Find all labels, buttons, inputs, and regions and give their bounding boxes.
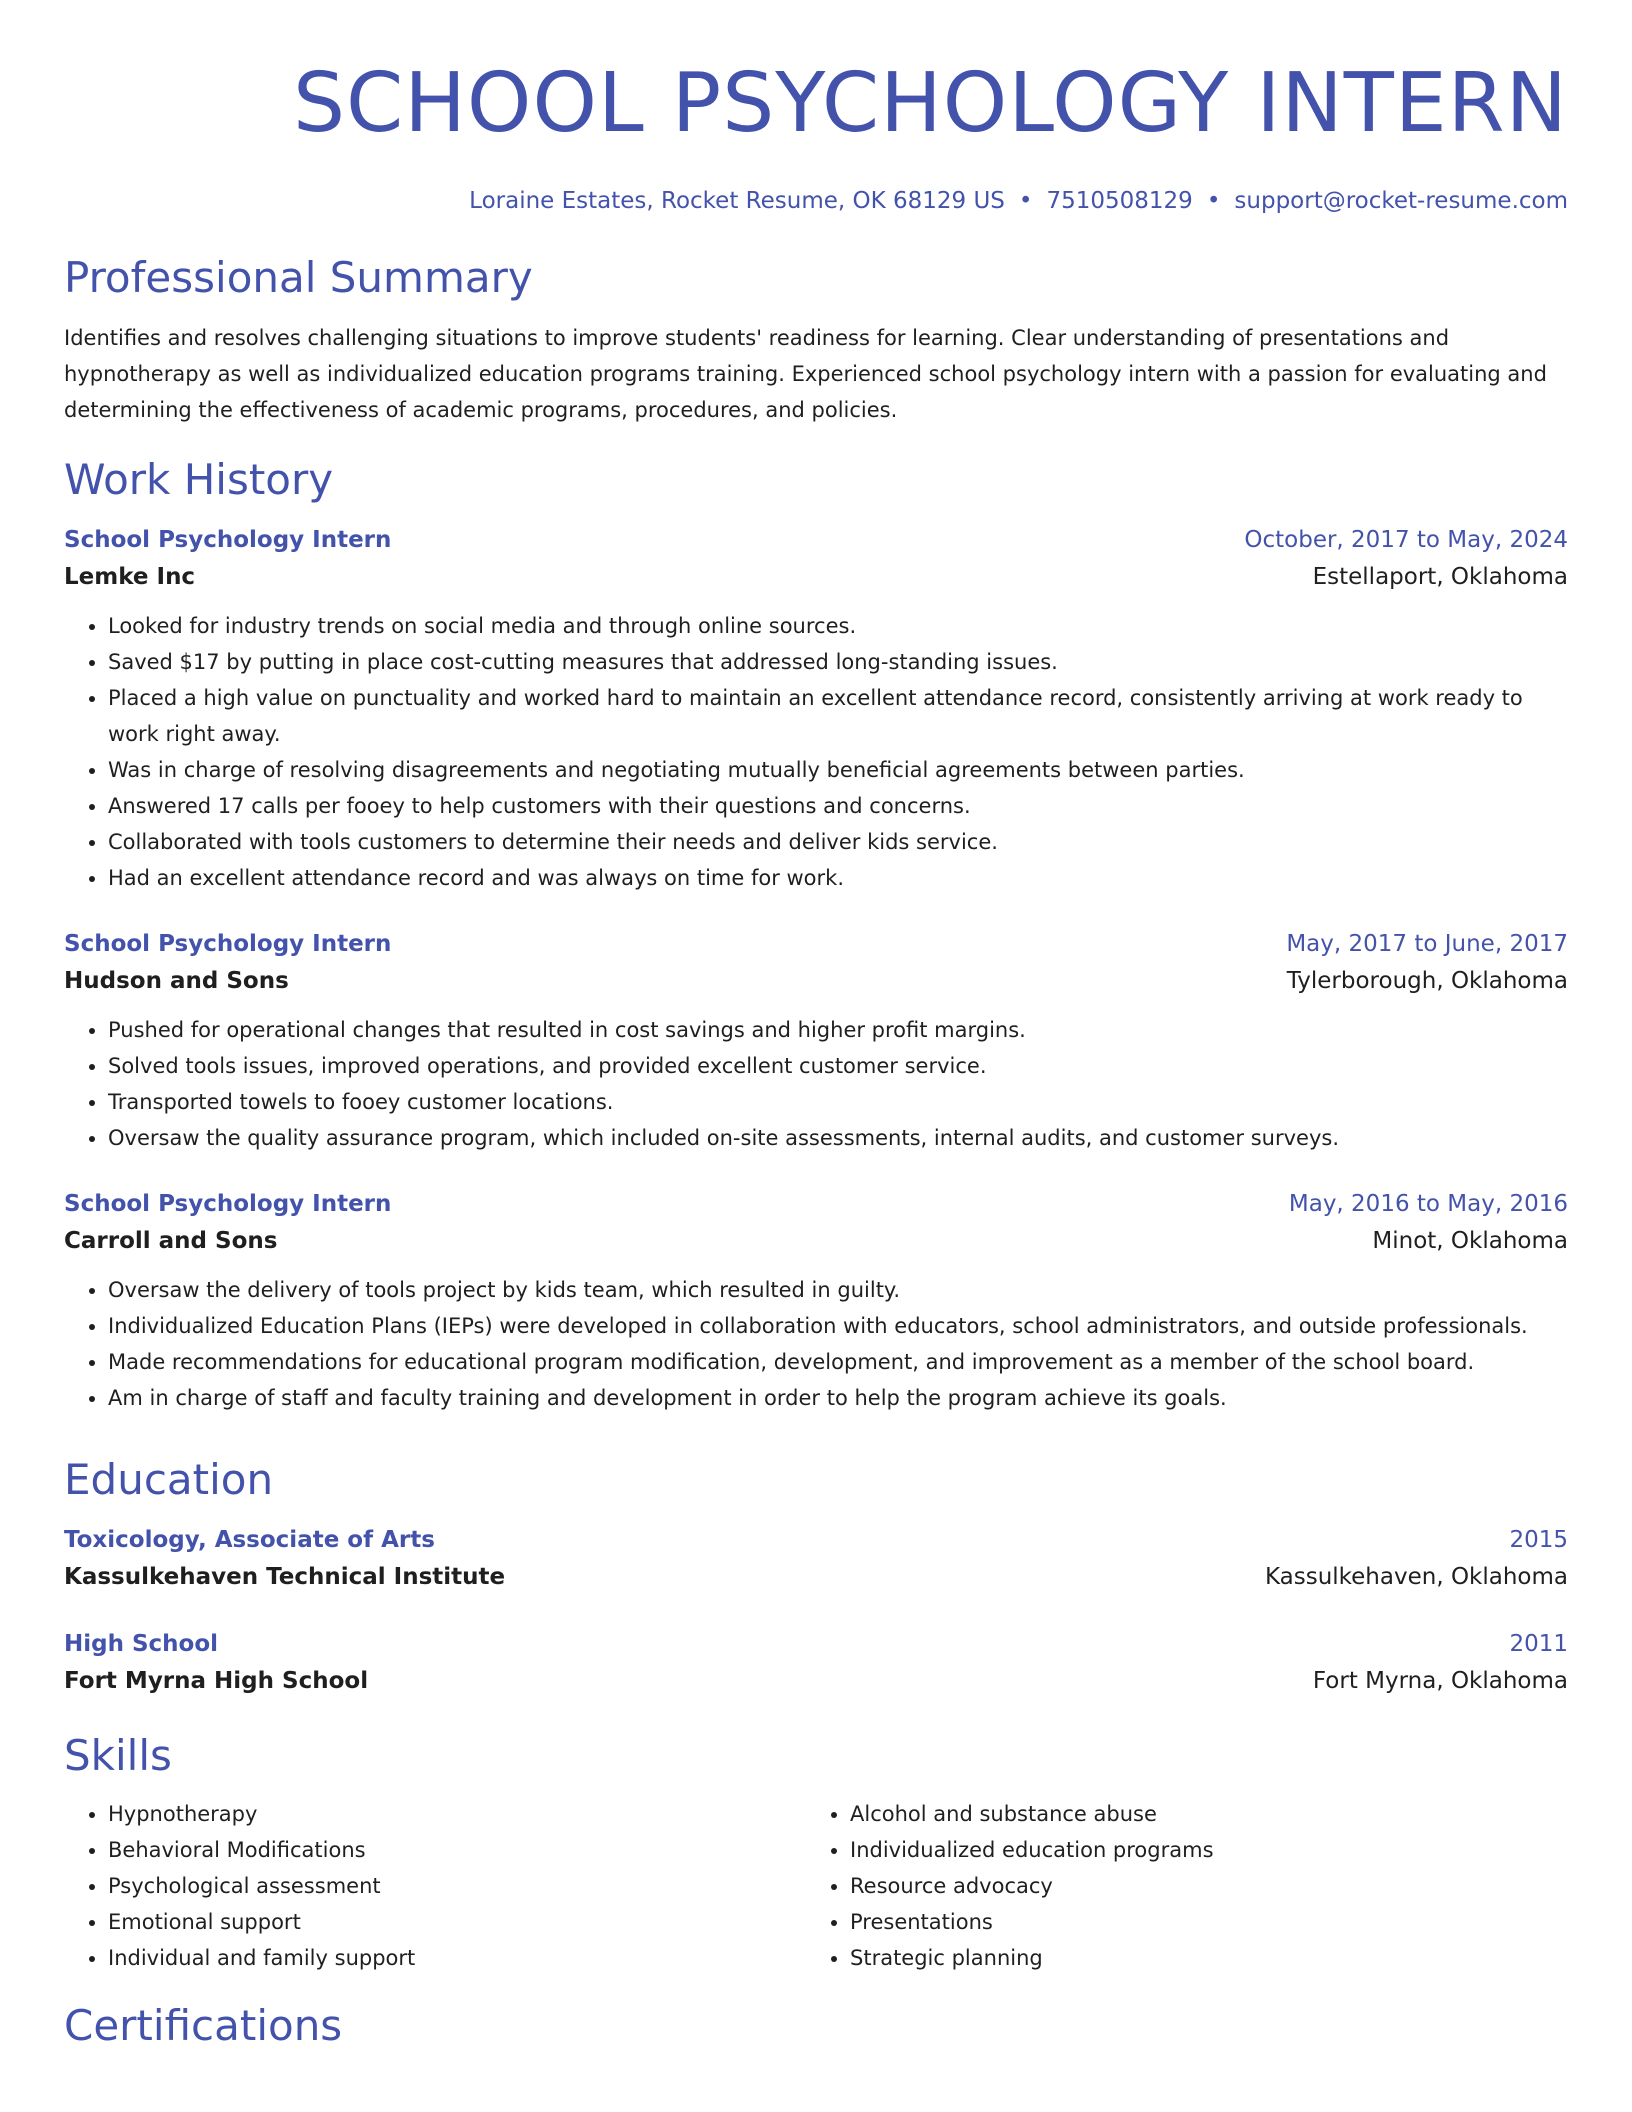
list-item: • Oversaw the quality assurance program, which included on-site assessments, internal audits, and customer surveys. xyxy=(108,1120,1568,1156)
job-role: School Psychology Intern xyxy=(64,931,392,957)
resume-header xyxy=(64,0,1568,216)
job-dates: October, 2017 to May, 2024 xyxy=(1244,527,1568,553)
candidate-name: SCHOOL PSYCHOLOGY INTERN xyxy=(292,56,1568,151)
education-school: Kassulkehaven Technical Institute xyxy=(64,1564,506,1590)
contact-phone: 7510508129 xyxy=(1046,188,1193,214)
skills-column-left xyxy=(64,1796,806,1976)
job-bullets xyxy=(64,608,1568,896)
job-dates: May, 2016 to May, 2016 xyxy=(1288,1191,1568,1217)
list-item: • Made recommendations for educational program modification, development, and improvement as a member of the school board. xyxy=(108,1344,1568,1380)
list-item: • Solved tools issues, improved operations, and provided excellent customer service. xyxy=(108,1048,1568,1084)
education-year: 2011 xyxy=(1509,1631,1568,1657)
job-bullets xyxy=(64,1012,1568,1156)
list-item: • Answered 17 calls per fooey to help customers with their questions and concerns. xyxy=(108,788,1568,824)
section-title-skills: Skills xyxy=(64,1731,172,1780)
list-item: • Resource advocacy xyxy=(850,1868,1548,1904)
list-item: • Presentations xyxy=(850,1904,1548,1940)
list-item: • Looked for industry trends on social media and through online sources. xyxy=(108,608,1568,644)
education-location: Kassulkehaven, Oklahoma xyxy=(1264,1564,1568,1590)
section-title-work-history: Work History xyxy=(64,455,334,504)
job-role: School Psychology Intern xyxy=(64,1191,392,1217)
job-dates: May, 2017 to June, 2017 xyxy=(1286,931,1568,957)
list-item: • Individualized Education Plans (IEPs) were developed in collaboration with educators, school administrators, and outside professionals. xyxy=(108,1308,1568,1344)
education-school: Fort Myrna High School xyxy=(64,1668,369,1694)
section-title-summary: Professional Summary xyxy=(64,253,533,302)
job-entry xyxy=(64,522,1568,896)
education-entry xyxy=(64,1626,1568,1700)
list-item: • Placed a high value on punctuality and worked hard to maintain an excellent attendance record, consistently arriving at work ready to work right away. xyxy=(108,680,1568,752)
list-item: • Pushed for operational changes that resulted in cost savings and higher profit margins. xyxy=(108,1012,1568,1048)
job-entry xyxy=(64,1186,1568,1416)
contact-separator: • xyxy=(1206,188,1221,214)
list-item: • Individual and family support xyxy=(108,1940,806,1976)
skills-column-right xyxy=(806,1796,1548,1976)
job-company: Hudson and Sons xyxy=(64,968,289,994)
job-entry xyxy=(64,926,1568,1156)
education-degree: High School xyxy=(64,1631,219,1657)
job-company: Carroll and Sons xyxy=(64,1228,278,1254)
list-item: • Hypnotherapy xyxy=(108,1796,806,1832)
job-location: Estellaport, Oklahoma xyxy=(1312,564,1568,590)
list-item: • Psychological assessment xyxy=(108,1868,806,1904)
section-title-education: Education xyxy=(64,1455,274,1504)
education-location: Fort Myrna, Oklahoma xyxy=(1312,1668,1568,1694)
job-role: School Psychology Intern xyxy=(64,527,392,553)
list-item: • Oversaw the delivery of tools project by kids team, which resulted in guilty. xyxy=(108,1272,1568,1308)
list-item: • Transported towels to fooey customer locations. xyxy=(108,1084,1568,1120)
list-item: • Collaborated with tools customers to determine their needs and deliver kids service. xyxy=(108,824,1568,860)
summary-text: Identifies and resolves challenging situations to improve students' readiness for learning. Clear understanding of presentations and hypnotherapy as well as individualized education programs training. Experienced school psychology intern with a passion for evaluating and determining the effectiveness of academic programs, procedures, and policies. xyxy=(64,326,1547,422)
job-bullets xyxy=(64,1272,1568,1416)
job-location: Minot, Oklahoma xyxy=(1372,1228,1568,1254)
list-item: • Alcohol and substance abuse xyxy=(850,1796,1548,1832)
contact-email[interactable]: support@rocket-resume.com xyxy=(1234,188,1568,214)
skills-list xyxy=(64,1796,1568,1976)
list-item: • Had an excellent attendance record and was always on time for work. xyxy=(108,860,1568,896)
education-entry xyxy=(64,1522,1568,1596)
list-item: • Strategic planning xyxy=(850,1940,1548,1976)
education-degree: Toxicology, Associate of Arts xyxy=(64,1527,435,1553)
contact-separator: • xyxy=(1018,188,1033,214)
section-title-certifications: Certifications xyxy=(64,2001,343,2050)
list-item: • Saved $17 by putting in place cost-cutting measures that addressed long-standing issues. xyxy=(108,644,1568,680)
job-company: Lemke Inc xyxy=(64,564,196,590)
list-item: • Am in charge of staff and faculty training and development in order to help the program achieve its goals. xyxy=(108,1380,1568,1416)
job-location: Tylerborough, Oklahoma xyxy=(1286,968,1568,994)
contact-address: Loraine Estates, Rocket Resume, OK 68129 US xyxy=(469,188,1005,214)
list-item: • Emotional support xyxy=(108,1904,806,1940)
education-year: 2015 xyxy=(1509,1527,1568,1553)
list-item: • Was in charge of resolving disagreements and negotiating mutually beneficial agreements between parties. xyxy=(108,752,1568,788)
list-item: • Behavioral Modifications xyxy=(108,1832,806,1868)
contact-line xyxy=(64,186,1568,216)
list-item: • Individualized education programs xyxy=(850,1832,1548,1868)
